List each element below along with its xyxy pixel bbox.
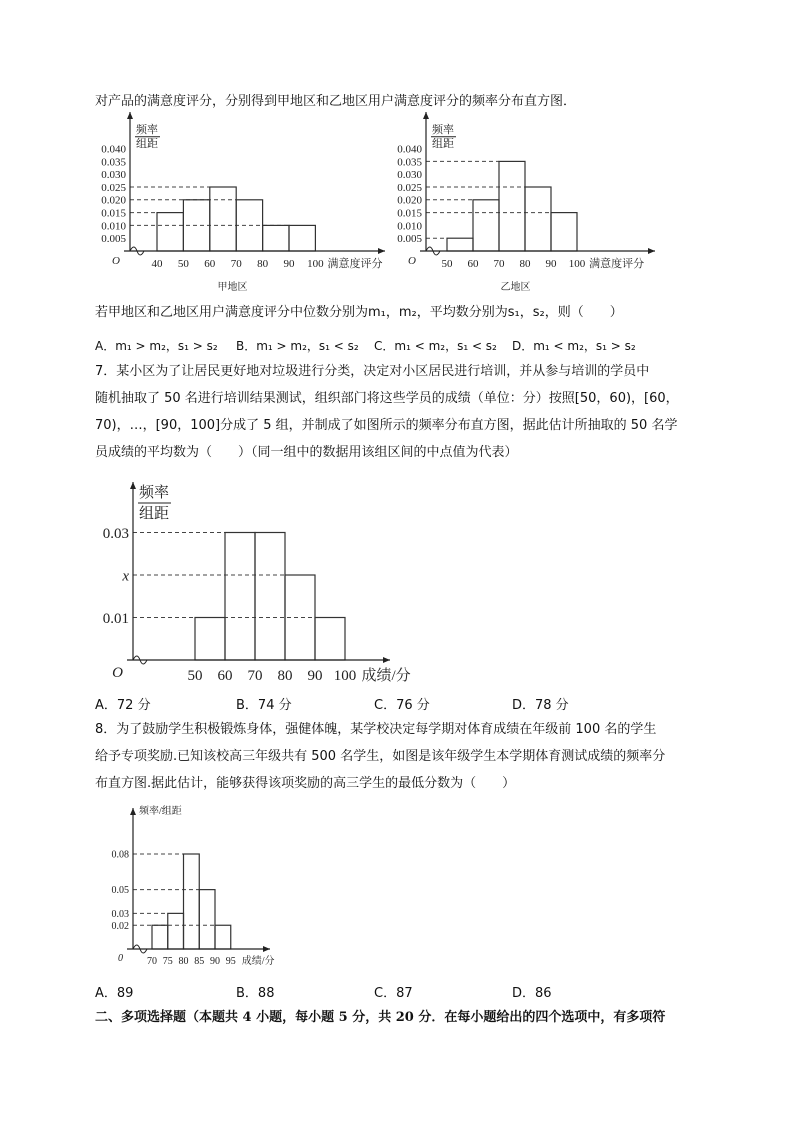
q6-option-b[interactable]: B．m₁ > m₂，s₁ < s₂ [236,339,359,353]
q7-option-a[interactable]: A．72 分 [95,698,151,713]
x-tick-label: 60 [467,258,479,270]
q7-line: 随机抽取了 50 名进行培训结果测试，组织部门将这些学员的成绩（单位：分）按照[50，60)，[60， [95,391,679,406]
x-tick-label: 85 [194,956,205,967]
x-tick-label: 50 [187,668,203,684]
histogram-bar [447,238,473,251]
q6-option-a[interactable]: A．m₁ > m₂，s₁ > s₂ [95,339,218,353]
x-axis-arrow-icon [648,248,655,254]
histogram-bar [289,225,315,251]
y-tick-label: 0.03 [111,908,129,920]
q7-option-d[interactable]: D．78 分 [512,698,569,713]
y-axis-arrow-icon [423,112,429,119]
histogram-bar [152,925,168,949]
x-axis-label: 满意度评分 [327,258,383,270]
y-tick-label: 0.020 [101,194,126,207]
y-tick-label: 0.010 [397,220,422,233]
q8-option-b[interactable]: B．88 [236,986,275,1001]
q8-option-a[interactable]: A．89 [95,986,134,1001]
y-axis-label-bottom: 组距 [136,138,158,150]
q6-option-c[interactable]: C．m₁ < m₂，s₁ < s₂ [374,339,497,353]
q8-line: 8．为了鼓励学生积极锻炼身体，强健体魄，某学校决定每学期对体育成绩在年级前 100 名的学生 [95,722,657,737]
q6-option-d[interactable]: D．m₁ < m₂，s₁ > s₂ [512,339,636,353]
y-tick-label: 0.05 [111,885,129,897]
histogram-bar [263,225,289,251]
x-axis-arrow-icon [378,248,385,254]
q7-line: 70)，…，[90，100]分成了 5 组，并制成了如图所示的频率分布直方图，据此估计所抽取的 50 名学 [95,418,678,433]
x-tick-label: 100 [307,258,324,270]
y-tick-label: 0.035 [101,156,126,169]
y-tick-label: x [122,568,129,585]
section-2-heading: 二、多项选择题（本题共 4 小题，每小题 5 分，共 20 分．在每小题给出的四个选项中，有多项符 [95,1010,666,1025]
y-tick-label: 0.020 [397,194,422,207]
y-tick-label: 0.040 [101,143,126,156]
histogram-bar [499,161,525,251]
x-axis-arrow-icon [263,946,270,952]
y-axis-label-top: 频率/组距 [139,806,182,817]
histogram-bar [225,533,255,661]
y-axis-label-bottom: 组距 [432,138,454,150]
y-tick-label: 0.040 [397,143,422,156]
y-axis-arrow-icon [130,482,136,489]
x-tick-label: 50 [441,258,453,270]
x-tick-label: 60 [217,668,233,684]
q8-option-d[interactable]: D．86 [512,986,552,1001]
origin-label: O [112,255,120,267]
q8-line: 给予专项奖励.已知该校高三年级共有 500 名学生，如图是该年级学生本学期体育测试成绩的频率分 [95,749,666,764]
y-tick-label: 0.030 [397,169,422,182]
origin-label: O [408,255,416,267]
histogram-bar [215,925,231,949]
x-tick-label: 70 [230,258,242,270]
y-tick-label: 0.005 [101,233,126,246]
histogram-bar [255,533,285,661]
y-tick-label: 0.010 [101,220,126,233]
x-tick-label: 70 [247,668,263,684]
q7-option-b[interactable]: B．74 分 [236,698,292,713]
x-tick-label: 70 [493,258,505,270]
x-tick-label: 75 [162,956,173,967]
y-tick-label: 0.03 [102,525,129,542]
x-tick-label: 80 [257,258,269,270]
x-tick-label: 70 [147,956,157,967]
y-axis-label-top: 频率 [139,485,170,501]
y-tick-label: 0.025 [397,181,422,194]
x-tick-label: 80 [277,668,293,684]
q7-line: 员成绩的平均数为（ ）（同一组中的数据用该组区间的中点值为代表） [95,445,518,460]
histogram-bar [210,187,236,251]
q7-option-c[interactable]: C．76 分 [374,698,430,713]
histogram-bar [315,618,345,661]
histogram-bar [199,890,215,949]
x-tick-label: 50 [177,258,189,270]
y-axis-label-top: 频率 [432,124,454,136]
x-tick-label: 90 [545,258,557,270]
x-tick-label: 80 [178,956,189,967]
y-tick-label: 0.08 [111,849,129,861]
y-tick-label: 0.015 [397,207,422,220]
y-tick-label: 0.030 [101,169,126,182]
x-tick-label: 95 [225,956,236,967]
y-tick-label: 0.02 [111,920,129,932]
x-axis-label: 满意度评分 [589,258,645,270]
x-axis-arrow-icon [383,657,390,663]
histogram-bar [525,187,551,251]
chart-title: 甲地区 [217,282,248,293]
q6-question: 若甲地区和乙地区用户满意度评分中位数分别为m₁，m₂，平均数分别为s₁，s₂，则（ ） [95,305,623,320]
y-axis-arrow-icon [130,808,136,815]
q6-intro: 对产品的满意度评分，分别得到甲地区和乙地区用户满意度评分的频率分布直方图． [95,94,577,109]
chart-title: 乙地区 [500,282,531,293]
y-tick-label: 0.01 [102,610,129,627]
x-tick-label: 90 [307,668,323,684]
y-axis-arrow-icon [127,112,133,119]
y-axis-label-top: 频率 [136,124,158,136]
x-tick-label: 80 [519,258,531,270]
q8-line: 布直方图.据此估计，能够获得该项奖励的高三学生的最低分数为（ ） [95,776,516,791]
origin-label: O [112,665,123,681]
x-tick-label: 100 [333,668,357,684]
histogram-bar [551,213,577,251]
histogram-bar [168,913,184,949]
x-tick-label: 100 [568,258,586,270]
y-tick-label: 0.005 [397,233,422,246]
y-tick-label: 0.015 [101,207,126,220]
q7-line: 7．某小区为了让居民更好地对垃圾进行分类，决定对小区居民进行培训，并从参与培训的学员中 [95,364,650,379]
histogram-bar [473,200,499,251]
x-tick-label: 40 [151,258,163,270]
histogram-bar [157,213,183,251]
origin-label: 0 [118,953,123,964]
histogram-bar [184,854,200,949]
x-axis-label: 成绩/分 [241,956,275,967]
histogram-bar [195,618,225,661]
x-tick-label: 90 [283,258,295,270]
x-axis-label: 成绩/分 [361,668,411,684]
q8-option-c[interactable]: C．87 [374,986,413,1001]
x-tick-label: 60 [204,258,216,270]
y-axis-label-bottom: 组距 [139,506,170,522]
x-tick-label: 90 [210,956,220,967]
y-tick-label: 0.035 [397,156,422,169]
y-tick-label: 0.025 [101,181,126,194]
